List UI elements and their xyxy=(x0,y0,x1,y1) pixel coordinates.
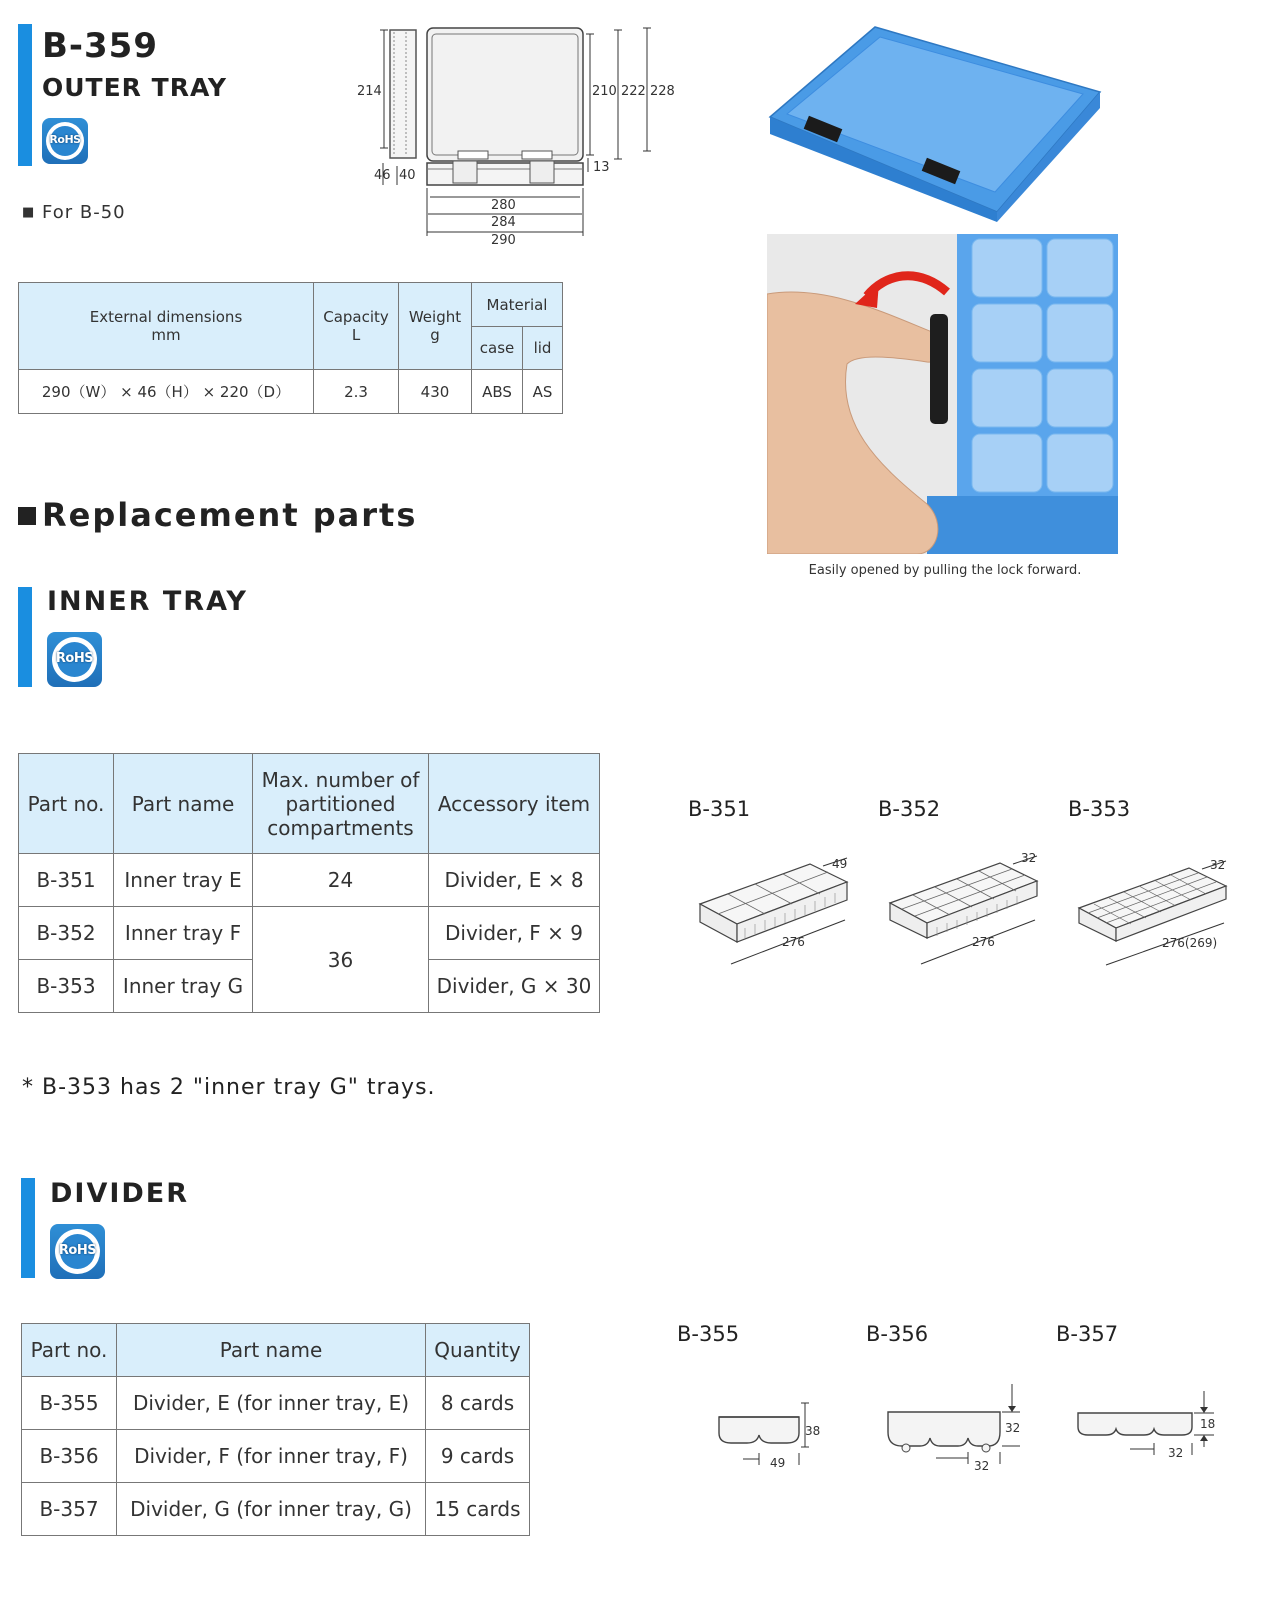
cell-quantity: 8 cards xyxy=(426,1377,530,1430)
product-name: OUTER TRAY xyxy=(42,73,227,102)
b352-length-label: 276 xyxy=(972,935,995,949)
table-row xyxy=(22,1377,530,1430)
dim-label-13: 13 xyxy=(593,160,610,175)
header-case: case xyxy=(472,327,523,370)
cell-part-no: B-351 xyxy=(19,854,114,907)
figure-label-b356: B-356 xyxy=(866,1322,929,1346)
cell-part-no: B-355 xyxy=(22,1377,117,1430)
b356-width-label: 32 xyxy=(974,1459,990,1473)
cell-quantity: 9 cards xyxy=(426,1430,530,1483)
cell-max: 24 xyxy=(253,854,429,907)
dim-label-46: 46 xyxy=(374,168,391,183)
cell-case: ABS xyxy=(472,370,523,414)
figure-label-b357: B-357 xyxy=(1056,1322,1119,1346)
product-code: B-359 xyxy=(42,26,158,66)
header-lid: lid xyxy=(523,327,563,370)
cell-part-name: Inner tray G xyxy=(114,960,253,1013)
table-row xyxy=(19,854,600,907)
cell-max: 36 xyxy=(253,907,429,1013)
rohs-icon: RoHS xyxy=(42,118,88,164)
b351-length-label: 276 xyxy=(782,935,805,949)
b355-height-label: 38 xyxy=(805,1424,821,1438)
b355-width-label: 49 xyxy=(770,1456,786,1470)
spec-table xyxy=(18,282,563,414)
cell-lid: AS xyxy=(523,370,563,414)
lock-lever xyxy=(930,314,948,424)
front-view-outline xyxy=(427,163,583,185)
rohs-icon: RoHS xyxy=(50,1224,105,1279)
cell-part-name: Divider, E (for inner tray, E) xyxy=(117,1377,426,1430)
title-accent-bar xyxy=(18,24,32,166)
inner-tray-figure-b352 xyxy=(885,848,1050,968)
dimension-drawing xyxy=(350,20,690,250)
table-row xyxy=(19,907,600,960)
cell-part-name: Inner tray E xyxy=(114,854,253,907)
inner-tray-accent-bar xyxy=(18,587,32,687)
header-external-unit: mm xyxy=(151,326,181,344)
inner-tray-figure-b351 xyxy=(695,852,860,972)
for-model-label: For B-50 xyxy=(42,202,126,223)
cell-quantity: 15 cards xyxy=(426,1483,530,1536)
bullet-square: ■ xyxy=(22,205,36,220)
product-photo-hand xyxy=(767,234,1118,554)
dim-label-290: 290 xyxy=(491,233,516,248)
inner-tray-figure-b353 xyxy=(1074,853,1239,973)
cell-part-name: Divider, F (for inner tray, F) xyxy=(117,1430,426,1483)
cell-part-no: B-356 xyxy=(22,1430,117,1483)
header-quantity: Quantity xyxy=(426,1324,530,1377)
cell-accessory: Divider, E × 8 xyxy=(429,854,600,907)
dim-label-284: 284 xyxy=(491,215,516,230)
b356-height-label: 32 xyxy=(1005,1421,1021,1435)
cell-accessory: Divider, G × 30 xyxy=(429,960,600,1013)
cell-weight: 430 xyxy=(399,370,472,414)
header-external-label: External dimensions xyxy=(89,308,243,326)
header-weight-unit: g xyxy=(430,326,440,344)
divider-figure-b355 xyxy=(715,1395,825,1475)
b357-height-label: 18 xyxy=(1200,1417,1216,1431)
divider-title: DIVIDER xyxy=(50,1178,190,1209)
inner-tray-title: INNER TRAY xyxy=(47,586,248,617)
for-model-text xyxy=(22,202,126,223)
figure-label-b352: B-352 xyxy=(878,797,941,821)
header-max-compartments: Max. number of partitioned compartments xyxy=(253,754,429,854)
cell-accessory: Divider, F × 9 xyxy=(429,907,600,960)
table-row xyxy=(22,1483,530,1536)
rohs-icon: RoHS xyxy=(47,632,102,687)
divider-figure-b357 xyxy=(1070,1385,1230,1475)
b353-height-label: 32 xyxy=(1210,858,1226,872)
header-external-dimensions xyxy=(19,283,314,370)
dim-label-280: 280 xyxy=(491,198,516,213)
b352-height-label: 32 xyxy=(1021,851,1037,865)
dim-label-214: 214 xyxy=(357,84,382,99)
dim-label-40: 40 xyxy=(399,168,416,183)
divider-table xyxy=(21,1323,530,1536)
header-part-no: Part no. xyxy=(19,754,114,854)
figure-label-b355: B-355 xyxy=(677,1322,740,1346)
inner-tray-note: * B-353 has 2 "inner tray G" trays. xyxy=(22,1075,436,1100)
top-view-outline xyxy=(427,28,583,161)
cell-part-no: B-357 xyxy=(22,1483,117,1536)
photo-caption: Easily opened by pulling the lock forward. xyxy=(808,563,1082,578)
header-part-name: Part name xyxy=(117,1324,426,1377)
inner-tray-table xyxy=(18,753,600,1013)
cell-part-no: B-352 xyxy=(19,907,114,960)
header-capacity-unit: L xyxy=(351,326,361,344)
b353-length-label: 276(269) xyxy=(1162,936,1218,950)
cell-capacity: 2.3 xyxy=(314,370,399,414)
cell-part-no: B-353 xyxy=(19,960,114,1013)
b357-width-label: 32 xyxy=(1168,1446,1184,1460)
header-weight xyxy=(399,283,472,370)
header-part-name: Part name xyxy=(114,754,253,854)
header-weight-label: Weight xyxy=(408,308,462,326)
figure-label-b351: B-351 xyxy=(688,797,751,821)
replacement-parts-title: Replacement parts xyxy=(42,496,418,534)
divider-figure-b356 xyxy=(880,1380,1030,1475)
figure-label-b353: B-353 xyxy=(1068,797,1131,821)
header-part-no: Part no. xyxy=(22,1324,117,1377)
cell-part-name: Divider, G (for inner tray, G) xyxy=(117,1483,426,1536)
replacement-square-icon xyxy=(18,507,36,525)
product-photo-tray xyxy=(765,22,1105,222)
divider-accent-bar xyxy=(21,1178,35,1278)
dim-label-222: 222 xyxy=(621,84,646,99)
header-material: Material xyxy=(472,283,563,327)
dim-label-210: 210 xyxy=(592,84,617,99)
header-accessory: Accessory item xyxy=(429,754,600,854)
cell-external-dimensions: 290（W） × 46（H） × 220（D） xyxy=(19,370,314,414)
dim-label-228: 228 xyxy=(650,84,675,99)
table-row xyxy=(22,1430,530,1483)
header-capacity-label: Capacity xyxy=(323,308,389,326)
b351-height-label: 49 xyxy=(832,857,848,871)
header-capacity xyxy=(314,283,399,370)
cell-part-name: Inner tray F xyxy=(114,907,253,960)
